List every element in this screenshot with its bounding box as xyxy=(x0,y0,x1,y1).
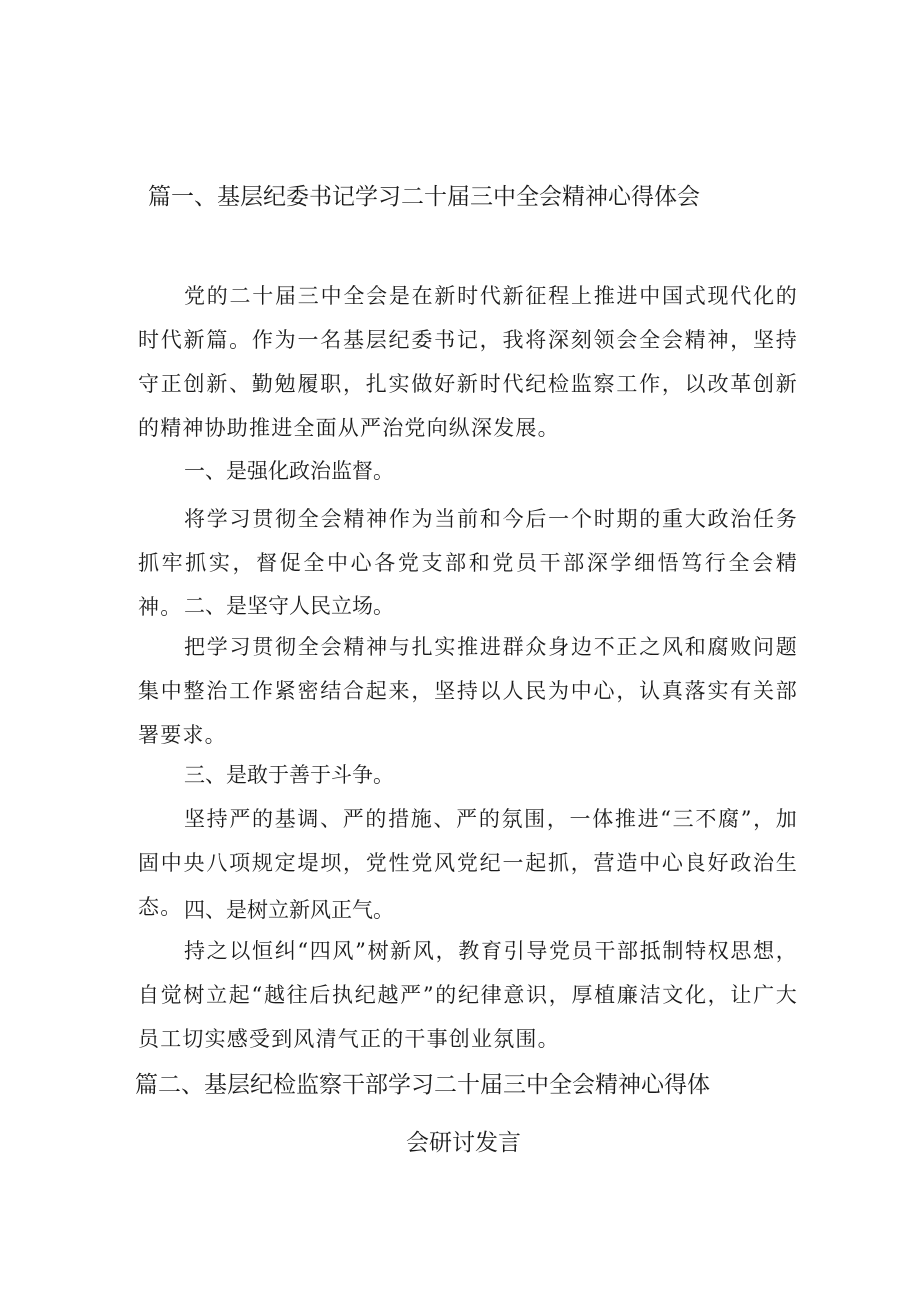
article-title-1: 篇一、基层纪委书记学习二十届三中全会精神心得体会 xyxy=(148,184,700,210)
section-heading-2: 二、是坚守人民立场。 xyxy=(184,594,394,618)
section-heading-4: 四、是树立新风正气。 xyxy=(184,898,394,922)
article-title-2-line1: 篇二、基层纪检监察干部学习二十届三中全会精神心得体 xyxy=(135,1072,710,1098)
intro-paragraph: 党的二十届三中全会是在新时代新征程上推进中国式现代化的时代新篇。作为一名基层纪委书记，我将深刻领会全会精神，坚持守正创新、勤勉履职，扎实做好新时代纪检监察工作，以改革创新的精神协助推进全面从严治党向纵深发展。 xyxy=(138,284,798,440)
article-title-2-line2: 会研讨发言 xyxy=(406,1130,521,1156)
section-paragraph-3: 坚持严的基调、严的措施、严的氛围，一体推进“三不腐”，加固中央八项规定堤坝，党性党风党纪一起抓，营造中心良好政治生态。 xyxy=(138,807,798,919)
section-paragraph-2: 把学习贯彻全会精神与扎实推进群众身边不正之风和腐败问题集中整治工作紧密结合起来，坚持以人民为中心，认真落实有关部署要求。 xyxy=(138,635,798,747)
section-heading-3: 三、是敢于善于斗争。 xyxy=(184,763,394,787)
section-paragraph-1: 将学习贯彻全会精神作为当前和今后一个时期的重大政治任务抓牢抓实，督促全中心各党支部和党员干部深学细悟笃行全会精神。 xyxy=(138,507,798,619)
section-paragraph-4: 持之以恒纠“四风”树新风，教育引导党员干部抵制特权思想，自觉树立起“越往后执纪越严”的纪律意识，厚植廉洁文化，让广大员工切实感受到风清气正的干事创业氛围。 xyxy=(138,939,798,1051)
section-heading-1: 一、是强化政治监督。 xyxy=(184,459,394,483)
